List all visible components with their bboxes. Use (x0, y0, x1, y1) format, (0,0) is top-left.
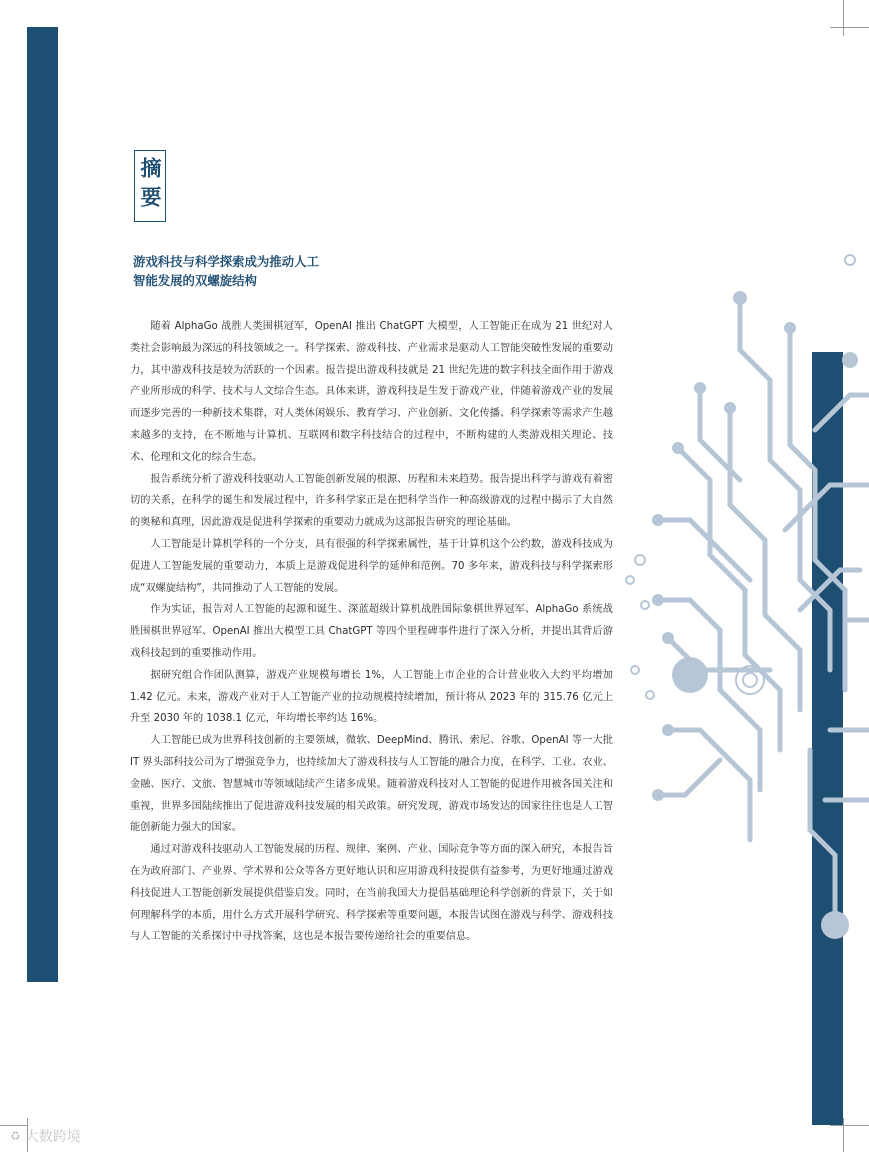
crop-mark-bottom-h (830, 1125, 869, 1126)
watermark-logo-icon: ♻ (10, 1129, 21, 1143)
subtitle-line-2: 智能发展的双螺旋结构 (133, 273, 257, 288)
crop-mark-top (843, 0, 844, 36)
section-subtitle (133, 252, 393, 290)
subtitle-line-1: 游戏科技与科学探索成为推动人工 (133, 254, 319, 269)
crop-mark-top-h (830, 27, 869, 28)
watermark (10, 1126, 81, 1146)
crop-mark-bottom (843, 1118, 844, 1152)
paragraph-5: 据研究组合作团队测算，游戏产业规模每增长 1%，人工智能上市企业的合计营业收入大约平均增加 1.42 亿元。未来，游戏产业对于人工智能产业的拉动规模持续增加，预计将从 2023 年的 315.76 亿元上升至 2030 年的 1038.1 亿元，年均增长率约达 16%。 (130, 669, 613, 725)
paragraph-1: 随着 AlphaGo 战胜人类围棋冠军，OpenAI 推出 ChatGPT 大模型，人工智能正在成为 21 世纪对人类社会影响最为深远的科技领域之一。科学探索、游戏科技、产业需求是驱动人工智能突破性发展的重要动力，其中游戏科技是较为活跃的一个因素。报告提出游戏科技就是 21 世纪先进的数字科技全面作用于游戏产业所形成的科学、技术与人文综合生态。具体来讲，游戏科技是生发于游戏产业，伴随着游戏产业的发展而逐步完善的一种新技术集群，对人类休闲娱乐、教育学习、产业创新、文化传播、科学探索等需求产生越来越多的支持，在不断地与计算机、互联网和数字科技结合的过程中，不断构建的人类游戏相关理论、技术、伦理和文化的综合生态。 (130, 321, 613, 463)
paragraph-7: 通过对游戏科技驱动人工智能发展的历程、规律、案例、产业、国际竞争等方面的深入研究，本报告旨在为政府部门、产业界、学术界和公众等各方更好地认识和应用游戏科技提供有益参考，为更好地通过游戏科技促进人工智能创新发展提供借鉴启发。同时，在当前我国大力提倡基础理论科学创新的背景下，关于如何理解科学的本质，用什么方式开展科学研究、科学探索等重要问题，本报告试图在游戏与科学、游戏科技与人工智能的关系探讨中寻找答案，这也是本报告要传递给社会的重要信息。 (130, 844, 613, 943)
paragraph-4: 作为实证，报告对人工智能的起源和诞生、深蓝超级计算机战胜国际象棋世界冠军、AlphaGo 系统战胜围棋世界冠军、OpenAI 推出大模型工具 ChatGPT 等四个里程碑事件进行了深入分析，并提出其背后游戏科技起到的重要推动作用。 (130, 604, 613, 659)
abstract-heading: 摘要 (138, 157, 162, 215)
circuit-tree-illustration (600, 150, 869, 950)
abstract-heading-box (134, 150, 166, 222)
abstract-body (130, 316, 613, 948)
paragraph-3: 人工智能是计算机学科的一个分支，具有很强的科学探索属性，基于计算机这个公约数，游戏科技成为促进人工智能发展的重要动力，本质上是游戏促进科学的延伸和范例。70 多年来，游戏科技与科学探索形成“双螺旋结构”，共同推动了人工智能的发展。 (130, 538, 613, 594)
watermark-text: 大数跨境 (24, 1129, 81, 1145)
left-accent-bar (27, 27, 58, 982)
paragraph-2: 报告系统分析了游戏科技驱动人工智能创新发展的根源、历程和未来趋势。报告提出科学与游戏有着密切的关系，在科学的诞生和发展过程中，许多科学家正是在把科学当作一种高级游戏的过程中揭示了大自然的奥秘和真理，因此游戏是促进科学探索的重要动力就成为这部报告研究的理论基础。 (130, 473, 613, 529)
paragraph-6: 人工智能已成为世界科技创新的主要领域，微软、DeepMind、腾讯、索尼、谷歌、OpenAI 等一大批 IT 界头部科技公司为了增强竞争力，也持续加大了游戏科技与人工智能的融合力度，在科学、工业、农业、金融、医疗、文旅、智慧城市等领域陆续产生诸多成果。随着游戏科技对人工智能的促进作用被各国关注和重视，世界多国陆续推出了促进游戏科技发展的相关政策。研究发现，游戏市场发达的国家往往也是人工智能创新能力强大的国家。 (130, 735, 613, 834)
